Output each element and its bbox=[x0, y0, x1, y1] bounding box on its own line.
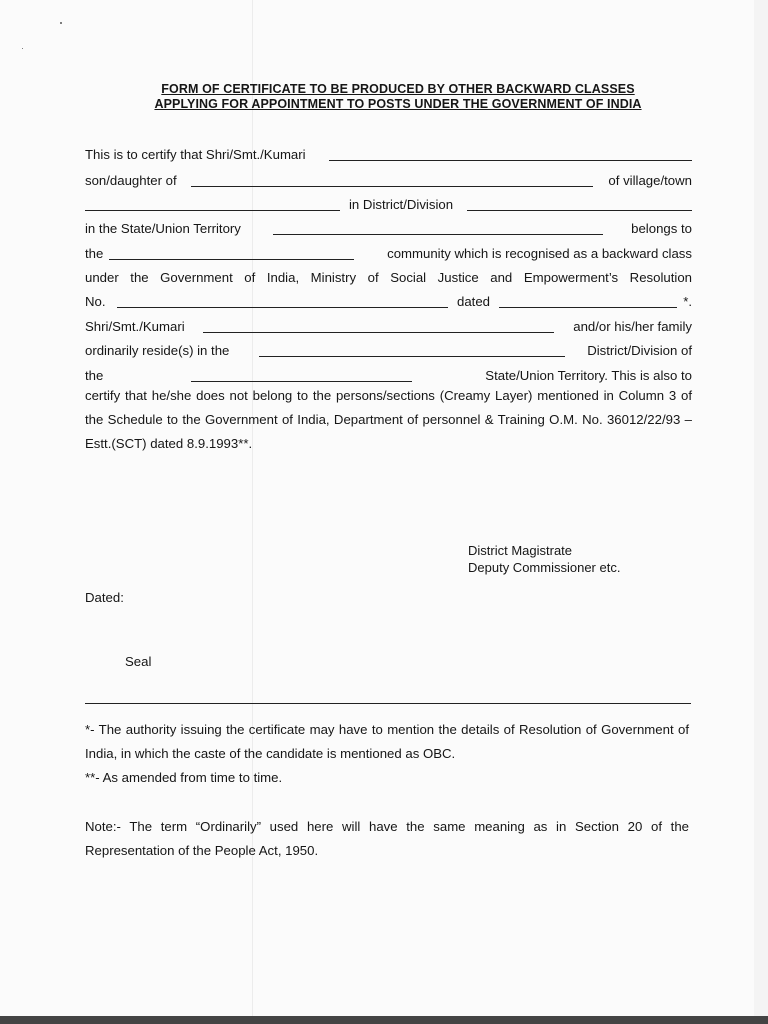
form-line-community bbox=[85, 241, 692, 263]
ordinarily-reside-text: ordinarily reside(s) in the bbox=[85, 343, 230, 358]
under-government-text: under the Government of India, Ministry of Social Justice and Empowerment’s Resolution bbox=[85, 270, 692, 285]
form-line-residence bbox=[85, 338, 692, 360]
district-division-of-text: District/Division of bbox=[587, 343, 692, 358]
form-line-name bbox=[85, 142, 692, 164]
dated-label: Dated: bbox=[85, 590, 124, 605]
resolution-date-blank[interactable] bbox=[499, 307, 677, 308]
and-or-family-text: and/or his/her family bbox=[573, 319, 692, 334]
of-village-town-text: of village/town bbox=[608, 173, 692, 188]
footnote-2: **- As amended from time to time. bbox=[85, 770, 283, 785]
residence-state-blank[interactable] bbox=[191, 381, 412, 382]
state-ut-also-text: State/Union Territory. This is also to bbox=[485, 368, 692, 383]
state-blank[interactable] bbox=[273, 234, 603, 235]
signatory-title-1: District Magistrate bbox=[468, 543, 573, 558]
footnote-1: *- The authority issuing the certificate may have to mention the details of Resolution of Government of India, in which the caste of the candidate is mentioned as OBC. bbox=[85, 722, 689, 761]
footnote-divider bbox=[85, 703, 691, 704]
footnote-note: Note:- The term “Ordinarily” used here will have the same meaning as in Section 20 of the Representation of the People Act, 1950. bbox=[85, 819, 689, 858]
certify-prefix-text: This is to certify that Shri/Smt./Kumari bbox=[85, 147, 306, 162]
signatory-title-2: Deputy Commissioner etc. bbox=[468, 560, 621, 575]
resolution-number-blank[interactable] bbox=[117, 307, 448, 308]
shri-smt-kumari-text: Shri/Smt./Kumari bbox=[85, 319, 185, 334]
in-district-division-text: in District/Division bbox=[349, 197, 454, 212]
form-line-family bbox=[85, 314, 692, 336]
scan-speck bbox=[60, 22, 62, 24]
asterisk-text: *. bbox=[683, 294, 692, 309]
parent-name-blank[interactable] bbox=[191, 186, 593, 187]
name-blank[interactable] bbox=[329, 160, 692, 161]
dated-text: dated bbox=[457, 294, 491, 309]
scan-speck bbox=[22, 48, 23, 49]
form-line-district bbox=[85, 192, 692, 214]
form-line-state-territory bbox=[85, 363, 692, 385]
form-title-line-1: FORM OF CERTIFICATE TO BE PRODUCED BY OTHER BACKWARD CLASSES bbox=[161, 82, 635, 96]
community-blank[interactable] bbox=[109, 259, 354, 260]
creamy-layer-paragraph: certify that he/she does not belong to the persons/sections (Creamy Layer) mentioned in Column 3 of the Schedule to the Government of India, Department of personnel & Training O.M. No. 36012/22/93 – Estt.(SCT) dated 8.9.1993**. bbox=[85, 388, 692, 451]
belongs-to-text: belongs to bbox=[631, 221, 692, 236]
son-daughter-of-text: son/daughter of bbox=[85, 173, 177, 188]
form-line-resolution bbox=[85, 289, 692, 311]
form-line-state bbox=[85, 216, 692, 238]
form-line-ministry bbox=[85, 265, 692, 287]
in-state-ut-text: in the State/Union Territory bbox=[85, 221, 241, 236]
scan-edge-right bbox=[754, 0, 768, 1016]
scan-edge-bottom bbox=[0, 1016, 768, 1024]
resolution-no-text: No. bbox=[85, 294, 106, 309]
form-title-line-2: APPLYING FOR APPOINTMENT TO POSTS UNDER THE GOVERNMENT OF INDIA bbox=[154, 97, 642, 111]
residence-district-blank[interactable] bbox=[259, 356, 565, 357]
district-blank[interactable] bbox=[467, 210, 692, 211]
seal-label: Seal bbox=[125, 654, 152, 669]
the-text: the bbox=[85, 246, 104, 261]
form-line-parent bbox=[85, 168, 692, 190]
village-town-blank[interactable] bbox=[85, 210, 340, 211]
community-recognised-text: community which is recognised as a backward class bbox=[387, 246, 692, 261]
candidate-name-blank[interactable] bbox=[203, 332, 554, 333]
the-text: the bbox=[85, 368, 104, 383]
